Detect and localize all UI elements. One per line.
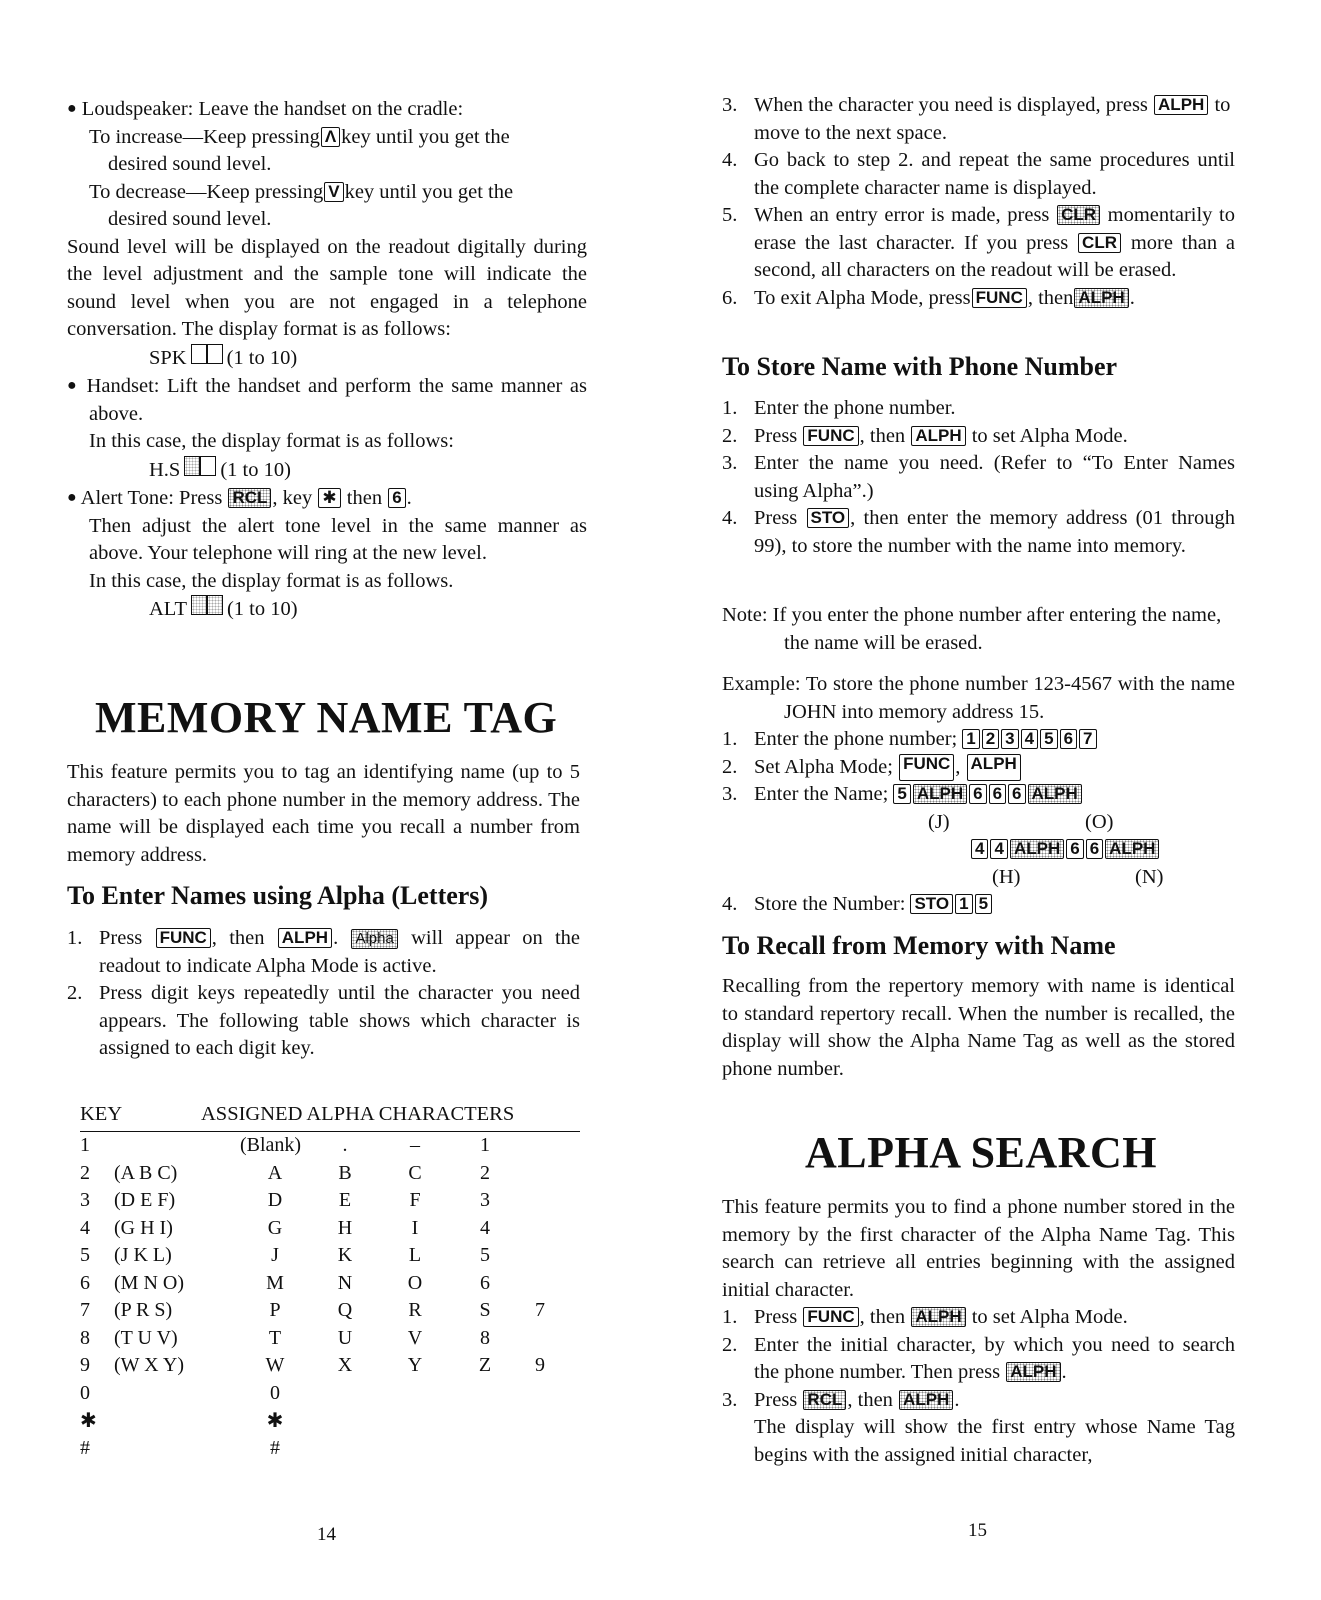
alert-paragraph: Then adjust the alert tone level in the same manner as above. Your telephone will ring at the new level.: [89, 514, 587, 564]
digit-6-key: 6: [1060, 729, 1077, 749]
alpha-indicator: Alpha: [351, 929, 397, 949]
table-cell: F: [409, 1189, 421, 1212]
table-cell: Z: [478, 1354, 492, 1377]
step-text-c: .: [333, 927, 339, 949]
step-number: 4.: [722, 507, 738, 529]
spk-range: (1 to 10): [226, 346, 298, 369]
step-text-a: Enter the initial character, by which you need to search the phone number. Then press: [754, 1333, 1235, 1383]
digit-5-key: 5: [893, 784, 910, 804]
table-cell: 7: [535, 1299, 545, 1322]
spk-display-format: [67, 344, 587, 373]
digit-6-key: 6: [1066, 839, 1083, 859]
alph-key: ALPH: [1105, 839, 1159, 859]
table-cell: (Blank): [240, 1134, 302, 1157]
digit-4-key: 4: [990, 839, 1007, 859]
alert-text-c: then: [346, 487, 383, 509]
step-text: [754, 423, 1235, 451]
table-cell: (W X Y): [114, 1354, 184, 1377]
table-cell: [520, 1160, 560, 1188]
alph-key: ALPH: [911, 1307, 965, 1327]
step-number: 3.: [722, 452, 738, 474]
alph-key: ALPH: [278, 928, 332, 948]
step-text: Enter the phone number;: [754, 728, 958, 750]
decrease-line: [67, 179, 587, 207]
table-cell: 2: [480, 1161, 490, 1184]
alpha-search-heading: ALPHA SEARCH: [805, 1128, 1157, 1177]
step-text: Enter the name you need. (Refer to “To Enter Names using Alpha”.): [754, 452, 1235, 502]
func-key: FUNC: [972, 288, 1027, 308]
table-cell: 6: [480, 1271, 490, 1294]
table-cell: B: [338, 1161, 352, 1184]
step-text-a: Press: [754, 424, 798, 447]
separator: ,: [955, 755, 961, 778]
table-cell: D: [267, 1189, 283, 1212]
table-cell: ✱: [80, 1410, 97, 1433]
alt-display-format: [67, 595, 587, 624]
step-text-d: will appear on the readout to indicate Alpha Mode is active.: [99, 927, 581, 977]
alph-key: ALPH: [1154, 95, 1208, 115]
table-cell: 6: [80, 1271, 90, 1294]
letter-j-label: (J): [928, 810, 950, 833]
alph-key: ALPH: [1074, 288, 1128, 308]
spk-label: SPK: [149, 346, 187, 369]
list-item: [722, 395, 1235, 423]
list-item: [722, 754, 1242, 782]
bullet-icon: ●: [67, 100, 77, 117]
step-number: 1.: [722, 397, 738, 419]
table-cell: [114, 1435, 240, 1463]
table-cell: A: [267, 1161, 283, 1184]
memory-name-tag-paragraph: This feature permits you to tag an identifying name (up to 5 characters) to each phone number in the memory address. The name will be displayed each time you recall a number from memory address.: [67, 761, 580, 866]
hs-label: H.S: [149, 458, 181, 481]
store-keys: [909, 891, 993, 919]
table-cell: 9: [535, 1354, 545, 1377]
name-keys: [892, 781, 1082, 809]
store-name-heading: To Store Name with Phone Number: [722, 352, 1118, 381]
list-item: [722, 726, 1242, 754]
recall-paragraph: Recalling from the repertory memory with name is identical to standard repertory recall. When the number is recalled, the display will show the Alpha Name Tag as well as the stored phone number.: [722, 975, 1235, 1080]
list-item: [722, 202, 1235, 285]
digit-6-key: 6: [1008, 784, 1025, 804]
alert-text-b: , key: [272, 487, 313, 509]
enter-names-heading: To Enter Names using Alpha (Letters): [67, 881, 489, 910]
step-text: The display will show the first entry whose Name Tag begins with the assigned initial character,: [754, 1416, 1235, 1466]
table-cell: W: [265, 1354, 285, 1377]
table-row: [80, 1325, 560, 1353]
step-number: 4.: [722, 149, 738, 171]
step-text-c: .: [954, 1388, 960, 1411]
decrease-text-c: desired sound level.: [108, 208, 272, 230]
list-item: [722, 1387, 1235, 1415]
table-row: [80, 1380, 560, 1408]
table-cell: ✱: [266, 1410, 284, 1433]
digit-3-key: 3: [1001, 729, 1018, 749]
step-text-a: Press: [754, 507, 798, 529]
display-digits-icon: [191, 344, 223, 364]
list-item: [722, 1414, 1235, 1469]
table-cell: [310, 1435, 380, 1463]
example-text: Example: To store the phone number 123-4567 with the name JOHN into memory address 15.: [722, 673, 1235, 723]
phone-number-keys: [961, 726, 1097, 754]
letter-n-label: (N): [1135, 865, 1164, 888]
display-digits-icon: [191, 595, 223, 615]
alert-case-text: In this case, the display format is as follows.: [89, 569, 454, 592]
recall-heading: To Recall from Memory with Name: [722, 931, 1116, 960]
clr-key: CLR: [1078, 233, 1121, 253]
step-text: Enter the Name;: [754, 783, 889, 805]
table-cell: [114, 1380, 240, 1408]
page-number-right: 15: [968, 1520, 987, 1541]
step-text: [754, 92, 1235, 147]
table-cell: [310, 1407, 380, 1435]
table-cell: S: [479, 1299, 491, 1322]
table-cell: 7: [80, 1299, 90, 1322]
digit-6-key: 6: [969, 784, 986, 804]
bullet-icon: ●: [67, 489, 77, 506]
table-cell: V: [407, 1326, 423, 1349]
example-steps: [722, 726, 1242, 918]
handset-item: [67, 372, 587, 428]
list-item: [722, 450, 1235, 505]
list-item: [722, 92, 1235, 147]
table-row: [80, 1187, 560, 1215]
alph-key: ALPH: [913, 784, 967, 804]
step-text-c: .: [1129, 286, 1135, 309]
step-text: [99, 925, 580, 980]
table-cell: #: [270, 1436, 280, 1459]
list-item: [722, 147, 1235, 202]
step-text-a: Press: [99, 927, 143, 949]
digit-1-key: 1: [955, 894, 972, 914]
table-cell: 1: [80, 1134, 90, 1157]
table-cell: (T U V): [114, 1326, 178, 1349]
table-row: [80, 1270, 560, 1298]
table-cell: [310, 1380, 380, 1408]
increase-text-c: desired sound level.: [108, 153, 272, 175]
table-cell: M: [266, 1271, 284, 1294]
letter-labels: [722, 809, 1242, 836]
table-row: [80, 1297, 560, 1325]
step-text-a: When an entry error is made, press: [754, 204, 1050, 226]
digit-4-key: 4: [971, 839, 988, 859]
alph-key: ALPH: [1006, 1362, 1060, 1382]
step-text: [754, 505, 1235, 560]
step-text-a: Press: [754, 1306, 798, 1328]
down-key: V: [324, 182, 343, 202]
digit-7-key: 7: [1079, 729, 1096, 749]
table-cell: Y: [407, 1354, 423, 1377]
alph-key: ALPH: [899, 1390, 953, 1410]
table-cell: .: [342, 1134, 348, 1157]
table-cell: [450, 1407, 520, 1435]
step-text-b: to move to the next space.: [754, 94, 1231, 144]
digit-5-key: 5: [975, 894, 992, 914]
decrease-text: To decrease—Keep pressing: [89, 180, 324, 203]
table-cell: 3: [480, 1189, 490, 1212]
table-row: [80, 1352, 560, 1380]
alph-key: ALPH: [911, 426, 965, 446]
table-cell: (M N O): [114, 1271, 184, 1294]
table-cell: 4: [480, 1216, 490, 1239]
list-item: [722, 891, 1242, 919]
table-cell: (D E F): [114, 1189, 176, 1212]
digit-4-key: 4: [1021, 729, 1038, 749]
display-digits-icon: [184, 456, 216, 476]
step-text-a: To exit Alpha Mode, press: [754, 286, 971, 309]
list-item: [722, 1304, 1235, 1332]
digit-1-key: 1: [962, 729, 979, 749]
list-item: [722, 1332, 1235, 1387]
list-item: [722, 505, 1235, 560]
step-text: Set Alpha Mode;: [754, 755, 893, 778]
table-cell: K: [337, 1244, 353, 1267]
step-text: [754, 285, 1235, 313]
table-cell: [520, 1407, 560, 1435]
table-cell: #: [80, 1436, 90, 1459]
table-cell: U: [337, 1326, 353, 1349]
step-text-b: momentarily to erase the last character. If you press: [754, 204, 1235, 254]
table-cell: [520, 1215, 560, 1243]
step-text-c: to set Alpha Mode.: [971, 1306, 1128, 1328]
hs-range: (1 to 10): [220, 458, 291, 481]
note-text: Note: If you enter the phone number after entering the name, the name will be erased.: [722, 604, 1222, 654]
table-cell: 8: [480, 1326, 490, 1349]
step-text-b: , then: [859, 1306, 906, 1328]
step-text-a: Press: [754, 1388, 798, 1411]
table-cell: (J K L): [114, 1244, 172, 1267]
memory-name-tag-heading: MEMORY NAME TAG: [95, 693, 558, 742]
hs-display-format: [67, 456, 587, 485]
step-number: 1.: [722, 728, 738, 750]
step-text: Go back to step 2. and repeat the same procedures until the complete character name is displayed.: [754, 149, 1235, 199]
table-cell: H: [337, 1216, 353, 1239]
digit-6-key: 6: [1086, 839, 1103, 859]
step-number: 2.: [67, 982, 83, 1004]
table-cell: [520, 1187, 560, 1215]
alpha-key-table: [80, 1103, 580, 1462]
step-text: Press digit keys repeatedly until the character you need appears. The following table shows which character is assigned to each digit key.: [99, 982, 580, 1059]
alert-text-d: .: [406, 487, 412, 509]
letter-labels-2: [722, 864, 1242, 891]
table-cell: (A B C): [114, 1161, 178, 1184]
step-text-b: .: [1061, 1361, 1067, 1383]
table-cell: [520, 1270, 560, 1298]
store-steps: [722, 395, 1235, 560]
table-row: [80, 1132, 560, 1160]
table-cell: 0: [80, 1381, 90, 1404]
step-number: 5.: [722, 204, 738, 226]
step-text: [754, 1387, 1235, 1415]
sto-key: STO: [807, 508, 850, 528]
table-cell: P: [269, 1299, 281, 1322]
increase-text: To increase—Keep pressing: [89, 125, 320, 148]
table-cell: C: [408, 1161, 422, 1184]
table-header-key: KEY: [80, 1103, 123, 1125]
list-item: [722, 781, 1242, 809]
table-cell: N: [337, 1271, 353, 1294]
step-text: [754, 1332, 1235, 1387]
table-cell: (P R S): [114, 1299, 173, 1322]
table-cell: G: [267, 1216, 283, 1239]
table-cell: 1: [480, 1134, 490, 1157]
alt-label: ALT: [149, 598, 187, 620]
table-cell: [114, 1132, 240, 1160]
table-cell: 5: [480, 1244, 490, 1267]
alph-key: ALPH: [1028, 784, 1082, 804]
step-text-b: , then: [847, 1388, 893, 1411]
table-cell: [520, 1132, 560, 1160]
list-item: [67, 980, 580, 1063]
star-key: ✱: [318, 488, 340, 508]
table-cell: [450, 1380, 520, 1408]
list-item: [722, 285, 1235, 313]
alpha-search-steps: [722, 1304, 1235, 1469]
step-number: 1.: [67, 927, 83, 949]
table-header-chars: ASSIGNED ALPHA CHARACTERS: [201, 1103, 515, 1125]
table-cell: 2: [80, 1161, 90, 1184]
table-cell: O: [407, 1271, 423, 1294]
step-text-c: more than a second, all characters on the readout will be erased.: [754, 231, 1235, 281]
list-item: [722, 423, 1235, 451]
func-key: FUNC: [156, 928, 211, 948]
loudspeaker-item: [67, 95, 587, 124]
table-cell: [380, 1435, 450, 1463]
bullet-icon: ●: [67, 377, 80, 394]
func-key: FUNC: [803, 426, 858, 446]
alert-tone-item: [67, 484, 587, 513]
table-cell: [520, 1380, 560, 1408]
func-key: FUNC: [899, 754, 954, 782]
name-keys-row2: [722, 836, 1242, 864]
clr-key: CLR: [1057, 205, 1100, 225]
alph-key: ALPH: [967, 754, 1021, 782]
increase-line: [67, 124, 587, 152]
alt-range: (1 to 10): [226, 598, 298, 620]
step-number: 6.: [722, 286, 738, 309]
step-text: [754, 202, 1235, 285]
step-text-b: , then: [211, 927, 265, 949]
table-body: [80, 1132, 560, 1462]
increase-text-b: key until you get the: [341, 125, 510, 148]
enter-names-steps: [67, 925, 580, 1063]
handset-title: Handset: Lift the handset and perform the same manner as above.: [86, 375, 587, 425]
six-key: 6: [388, 488, 405, 508]
table-row: [80, 1160, 560, 1188]
table-header: [80, 1103, 580, 1132]
table-row: [80, 1435, 560, 1463]
table-row: [80, 1215, 560, 1243]
alpha-steps-continued: [722, 92, 1235, 312]
decrease-text-b: key until you get the: [344, 180, 514, 203]
table-cell: X: [337, 1354, 353, 1377]
digit-2-key: 2: [982, 729, 999, 749]
sto-key: STO: [910, 894, 953, 914]
table-cell: E: [338, 1189, 352, 1212]
table-cell: [520, 1242, 560, 1270]
table-cell: T: [268, 1326, 282, 1349]
table-cell: I: [411, 1216, 419, 1239]
step-text: Store the Number:: [754, 892, 906, 915]
digit-6-key: 6: [989, 784, 1006, 804]
table-row: [80, 1242, 560, 1270]
step-text-b: , then: [859, 424, 906, 447]
step-number: 3.: [722, 1388, 738, 1411]
step-number: 1.: [722, 1306, 738, 1328]
table-cell: [520, 1435, 560, 1463]
loudspeaker-title: Loudspeaker: Leave the handset on the cradle:: [81, 98, 464, 120]
alert-text: Alert Tone: Press: [80, 487, 223, 509]
table-cell: J: [271, 1244, 279, 1267]
sound-level-paragraph: Sound level will be displayed on the readout digitally during the level adjustment and the sample tone will indicate the sound level when you are not engaged in a telephone conversation. The display format is as follows:: [67, 235, 587, 340]
table-cell: 9: [80, 1354, 90, 1377]
digit-5-key: 5: [1040, 729, 1057, 749]
step-text: [754, 1304, 1235, 1332]
table-cell: 8: [80, 1326, 90, 1349]
table-row: [80, 1407, 560, 1435]
table-cell: 5: [80, 1244, 90, 1267]
letter-h-label: (H): [992, 865, 1021, 888]
step-text-c: to set Alpha Mode.: [971, 424, 1128, 447]
table-cell: (G H I): [114, 1216, 173, 1239]
step-number: 2.: [722, 424, 738, 447]
name-keys-second: [970, 836, 1160, 864]
list-item: [67, 925, 580, 980]
table-cell: [450, 1435, 520, 1463]
func-key: FUNC: [803, 1307, 858, 1327]
table-cell: [520, 1325, 560, 1353]
step-text-b: , then: [1027, 286, 1074, 309]
alpha-search-paragraph: This feature permits you to find a phone number stored in the memory by the first character of the Alpha Name Tag. This search can retrieve all entries beginning with the assigned initial character.: [722, 1196, 1235, 1301]
step-number: 4.: [722, 892, 738, 915]
step-text: Enter the phone number.: [754, 397, 956, 419]
step-text-b: , then enter the memory address (01 through 99), to store the number with the name into memory.: [754, 507, 1235, 557]
alph-key: ALPH: [1010, 839, 1064, 859]
rcl-key: RCL: [228, 488, 271, 508]
table-cell: [380, 1380, 450, 1408]
table-cell: –: [410, 1134, 420, 1157]
table-cell: 3: [80, 1189, 90, 1212]
table-cell: 4: [80, 1216, 90, 1239]
table-cell: [380, 1407, 450, 1435]
handset-case-text: In this case, the display format is as follows:: [89, 430, 454, 452]
page-number-left: 14: [317, 1524, 336, 1545]
step-number: 2.: [722, 1333, 738, 1356]
table-cell: L: [408, 1244, 422, 1267]
table-cell: [114, 1407, 240, 1435]
rcl-key: RCL: [803, 1390, 846, 1410]
table-cell: R: [408, 1299, 422, 1322]
step-number: 2.: [722, 755, 738, 778]
letter-o-label: (O): [1085, 810, 1114, 833]
step-number: 3.: [722, 783, 738, 805]
up-key: Λ: [321, 127, 340, 147]
step-text-a: When the character you need is displayed, press: [754, 94, 1148, 116]
step-number: 3.: [722, 94, 738, 116]
table-cell: Q: [337, 1299, 353, 1322]
table-cell: 0: [270, 1381, 280, 1404]
